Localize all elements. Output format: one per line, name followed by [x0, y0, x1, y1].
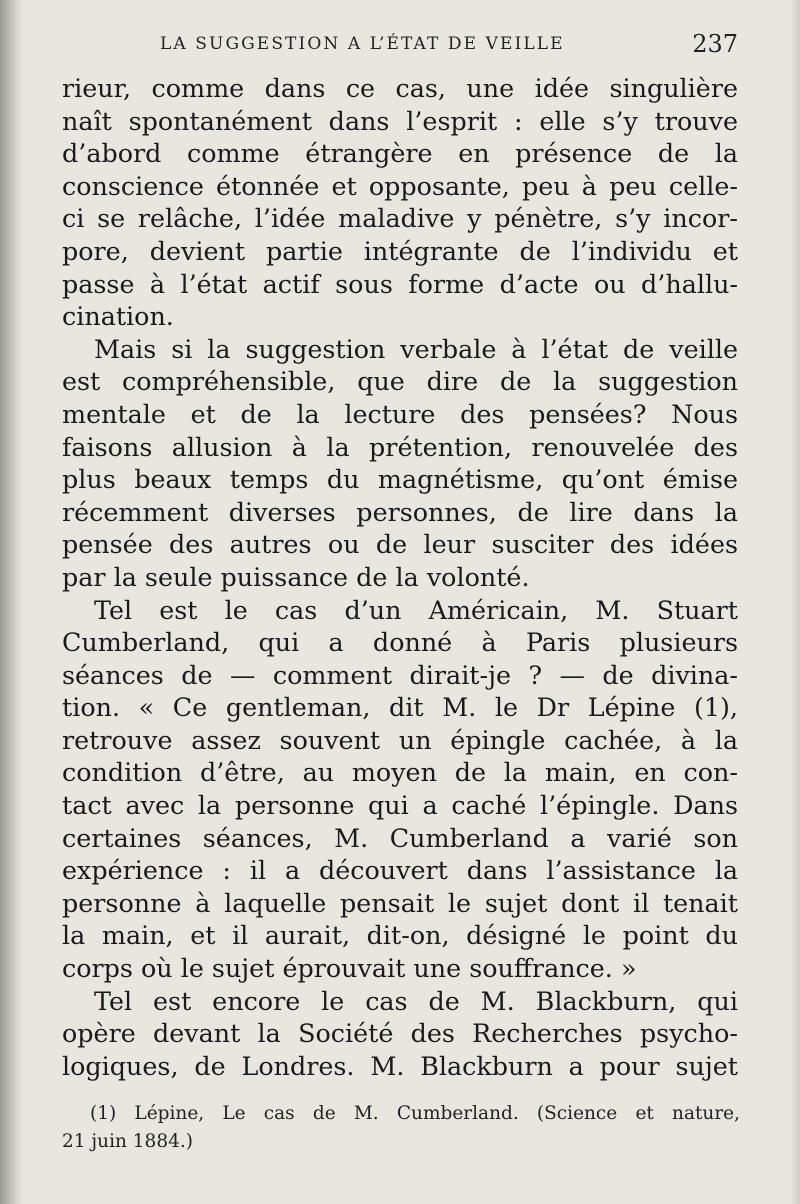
footnotes	[62, 1100, 740, 1156]
text-line: certaines séances, M. Cumberland a varié son	[62, 822, 738, 853]
footnote-line: 21 juin 1884.)	[62, 1131, 193, 1152]
text-line: faisons allusion à la prétention, renouvelée des	[62, 431, 738, 462]
page-number: 237	[692, 30, 738, 58]
text-line: expérience : il a découvert dans l’assistance la	[62, 855, 738, 886]
text-line: ci se relâche, l’idée maladive y pénètre, s’y incor-	[62, 203, 738, 234]
text-line: tion. « Ce gentleman, dit M. le Dr Lépine (1),	[62, 692, 738, 723]
text-line: pore, devient partie intégrante de l’individu et	[62, 235, 738, 266]
text-line: passe à l’état actif sous forme d’acte ou d’hallu-	[62, 268, 738, 299]
footnote-line: (1) Lépine, Le cas de M. Cumberland. (Science et nature,	[90, 1103, 740, 1124]
text-line: pensée des autres ou de leur susciter des idées	[62, 529, 738, 560]
text-line: conscience étonnée et opposante, peu à peu celle-	[62, 170, 738, 201]
text-line: Tel est le cas d’un Américain, M. Stuart	[94, 594, 738, 625]
text-line: par la seule puissance de la volonté.	[62, 561, 530, 592]
page-header	[160, 30, 738, 60]
page-gutter-shadow	[0, 0, 24, 1204]
text-line: retrouve assez souvent un épingle cachée, à la	[62, 724, 738, 755]
text-line: logiques, de Londres. M. Blackburn a pour sujet	[62, 1050, 738, 1081]
text-line: Mais si la suggestion verbale à l’état de veille	[94, 333, 738, 364]
text-line: rieur, comme dans ce cas, une idée singulière	[62, 73, 738, 103]
text-line: opère devant la Société des Recherches psycho-	[62, 1018, 738, 1049]
text-line: cination.	[62, 301, 174, 332]
text-line: condition d’être, au moyen de la main, en con-	[62, 757, 738, 788]
text-line: Cumberland, qui a donné à Paris plusieurs	[62, 627, 738, 658]
text-line: est compréhensible, que dire de la suggestion	[62, 366, 738, 397]
text-line: personne à laquelle pensait le sujet dont il tenait	[62, 887, 738, 918]
text-line: corps où le sujet éprouvait une souffrance. »	[62, 953, 637, 984]
text-line: plus beaux temps du magnétisme, qu’ont émise	[62, 464, 738, 495]
body-text	[62, 72, 738, 1082]
page-edge	[790, 0, 800, 1204]
text-line: naît spontanément dans l’esprit : elle s’y trouve	[62, 105, 738, 136]
text-line: récemment diverses personnes, de lire dans la	[62, 496, 738, 527]
text-line: tact avec la personne qui a caché l’épingle. Dans	[62, 790, 738, 821]
text-line: séances de — comment dirait-je ? — de divina-	[62, 659, 738, 690]
text-line: Tel est encore le cas de M. Blackburn, qui	[94, 985, 738, 1016]
text-line: mentale et de la lecture des pensées? Nous	[62, 398, 738, 429]
running-head: LA SUGGESTION A L’ÉTAT DE VEILLE	[160, 34, 565, 54]
text-line: la main, et il aurait, dit-on, désigné le point du	[62, 920, 738, 951]
text-line: d’abord comme étrangère en présence de la	[62, 138, 738, 169]
